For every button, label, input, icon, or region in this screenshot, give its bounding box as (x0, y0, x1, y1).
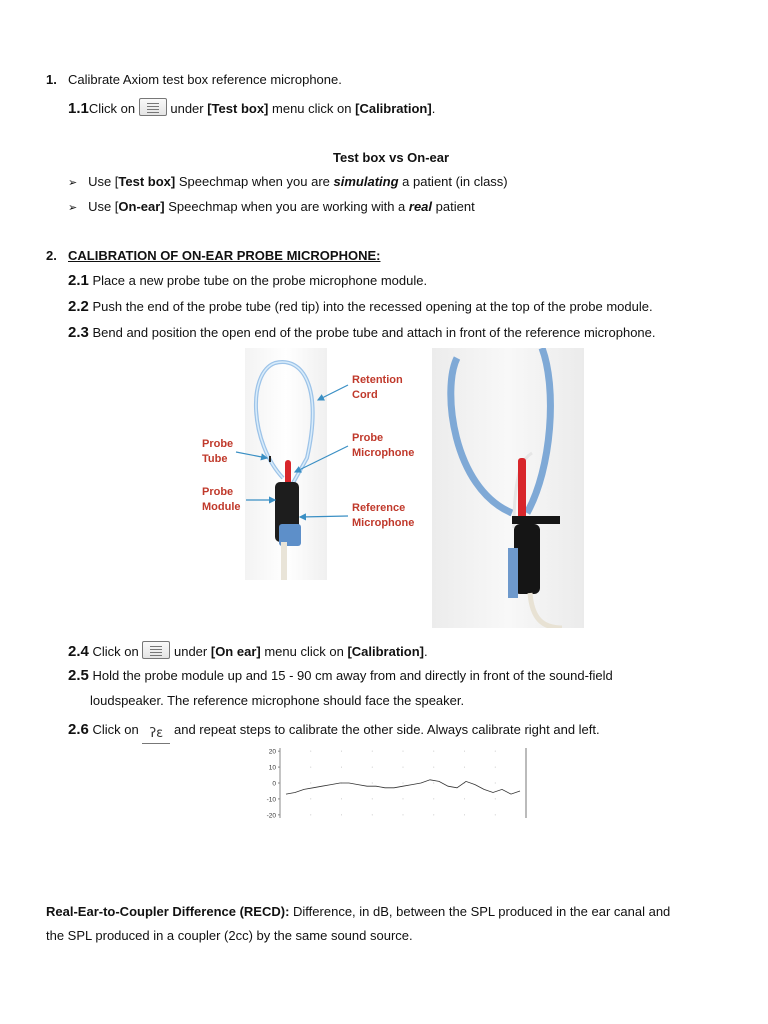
calibration-target: [Calibration] (355, 101, 432, 116)
click-on-text: Click on (92, 644, 139, 659)
recd-definition-line2: the SPL produced in a coupler (2cc) by the same sound source. (46, 928, 413, 943)
step1-1 (68, 98, 435, 117)
step-number: 2.6 (68, 721, 89, 738)
grid-dot (310, 767, 311, 768)
grid-dot (341, 798, 342, 799)
under-text: under (173, 644, 208, 659)
grid-dot (464, 751, 465, 752)
recd-term: Real-Ear-to-Coupler Difference (RECD): (46, 904, 290, 919)
arrow-bullet-icon: ➢ (68, 201, 78, 214)
bullet-text: a patient (in class) (398, 174, 508, 189)
compare-heading: Test box vs On-ear (333, 150, 450, 165)
step-number: 1.1 (68, 100, 89, 117)
step2-2 (68, 298, 653, 315)
step2-5 (68, 667, 613, 684)
grid-dot (372, 798, 373, 799)
step2-6 (68, 721, 600, 744)
bullet-text: Speechmap when you are working with a (164, 199, 409, 214)
grid-dot (372, 767, 373, 768)
list-window-icon[interactable] (142, 641, 170, 659)
menu-name: [On ear] (210, 644, 261, 659)
compare-bullet (68, 199, 475, 214)
ear-swap-icon[interactable]: ʔɛ (142, 727, 170, 744)
step1 (46, 72, 57, 87)
label-reference-microphone: Reference Microphone (352, 502, 415, 529)
bullet-emphasis: simulating (333, 174, 399, 189)
grid-dot (372, 783, 373, 784)
step-number: 2.3 (68, 324, 89, 341)
recd-definition (46, 904, 670, 919)
y-tick-label: -20 (266, 812, 276, 820)
probe-module-illustration (432, 348, 584, 628)
grid-dot (372, 814, 373, 815)
grid-dot (310, 783, 311, 784)
step2-5-line2: loudspeaker. The reference microphone should face the speaker. (90, 693, 465, 708)
calibration-chart-svg (258, 744, 530, 822)
step-text: Push the end of the probe tube (red tip) into the recessed opening at the top of the probe module. (92, 299, 653, 314)
grid-dot (341, 814, 342, 815)
grid-dot (433, 798, 434, 799)
step2-4 (68, 641, 428, 660)
step-number: 2.2 (68, 298, 89, 315)
grid-dot (403, 814, 404, 815)
step2-3 (68, 324, 656, 341)
menu-click-text: menu click on (272, 101, 352, 116)
grid-dot (372, 751, 373, 752)
step-text: Bend and position the open end of the probe tube and attach in front of the reference microphone. (92, 325, 656, 340)
grid-dot (433, 767, 434, 768)
step2-num: 2. (46, 248, 57, 263)
bullet-text: Use [ (88, 199, 119, 214)
step-text: Place a new probe tube on the probe microphone module. (92, 273, 428, 288)
grid-dot (403, 783, 404, 784)
grid-dot (433, 751, 434, 752)
click-on-text: Click on (92, 722, 139, 737)
label-probe-microphone: Probe Microphone (352, 432, 415, 459)
label-probe-tube: Probe Tube (202, 438, 234, 465)
grid-dot (495, 783, 496, 784)
grid-dot (433, 783, 434, 784)
grid-dot (310, 751, 311, 752)
step-number: 2.5 (68, 667, 89, 684)
grid-dot (310, 798, 311, 799)
y-tick-label: 10 (268, 764, 276, 772)
bullet-text: Speechmap when you are (175, 174, 334, 189)
label-probe-module: Probe Module (202, 486, 241, 513)
bullet-bold: On-ear] (118, 199, 165, 214)
probe-module-photo-annotated (245, 348, 327, 580)
under-text: under (170, 101, 204, 116)
bullet-text: Use [ (88, 174, 119, 189)
grid-dot (341, 767, 342, 768)
grid-dot (495, 767, 496, 768)
calibration-target: [Calibration] (347, 644, 424, 659)
arrow-bullet-icon: ➢ (68, 176, 78, 189)
period: . (431, 101, 436, 116)
menu-name: [Test box] (207, 101, 269, 116)
bullet-text: patient (432, 199, 475, 214)
bullet-bold: Test box] (118, 174, 176, 189)
step2-1 (68, 272, 427, 289)
y-tick-label: 0 (272, 780, 276, 788)
grid-dot (403, 767, 404, 768)
step1-text: Calibrate Axiom test box reference microphone. (68, 72, 342, 87)
probe-module-photo (432, 348, 584, 628)
step2-heading: CALIBRATION OF ON-EAR PROBE MICROPHONE: (68, 248, 381, 263)
recd-text: Difference, in dB, between the SPL produced in the ear canal and (289, 904, 671, 919)
grid-dot (403, 798, 404, 799)
response-curve (286, 780, 520, 794)
grid-dot (495, 814, 496, 815)
grid-dot (464, 767, 465, 768)
step-text: and repeat steps to calibrate the other side. Always calibrate right and left. (173, 722, 600, 737)
grid-dot (310, 814, 311, 815)
grid-dot (403, 751, 404, 752)
step-number: 2.4 (68, 643, 89, 660)
list-window-icon[interactable] (139, 98, 167, 116)
step-number: 2.1 (68, 272, 89, 289)
grid-dot (433, 814, 434, 815)
label-retention-cord: Retention Cord (352, 374, 403, 401)
calibration-chart (258, 744, 530, 822)
grid-dot (495, 798, 496, 799)
menu-click-text: menu click on (264, 644, 344, 659)
grid-dot (464, 798, 465, 799)
step-text: Hold the probe module up and 15 - 90 cm away from and directly in front of the sound-field (92, 668, 613, 683)
bullet-emphasis: real (408, 199, 433, 214)
grid-dot (341, 751, 342, 752)
period: . (424, 644, 428, 659)
grid-dot (495, 751, 496, 752)
y-tick-label: -10 (266, 796, 276, 804)
compare-bullet (68, 174, 508, 189)
click-on-text: Click on (88, 101, 136, 116)
probe-module-illustration (245, 348, 327, 580)
step1-num: 1. (46, 72, 57, 87)
y-tick-label: 20 (268, 748, 276, 756)
grid-dot (464, 814, 465, 815)
